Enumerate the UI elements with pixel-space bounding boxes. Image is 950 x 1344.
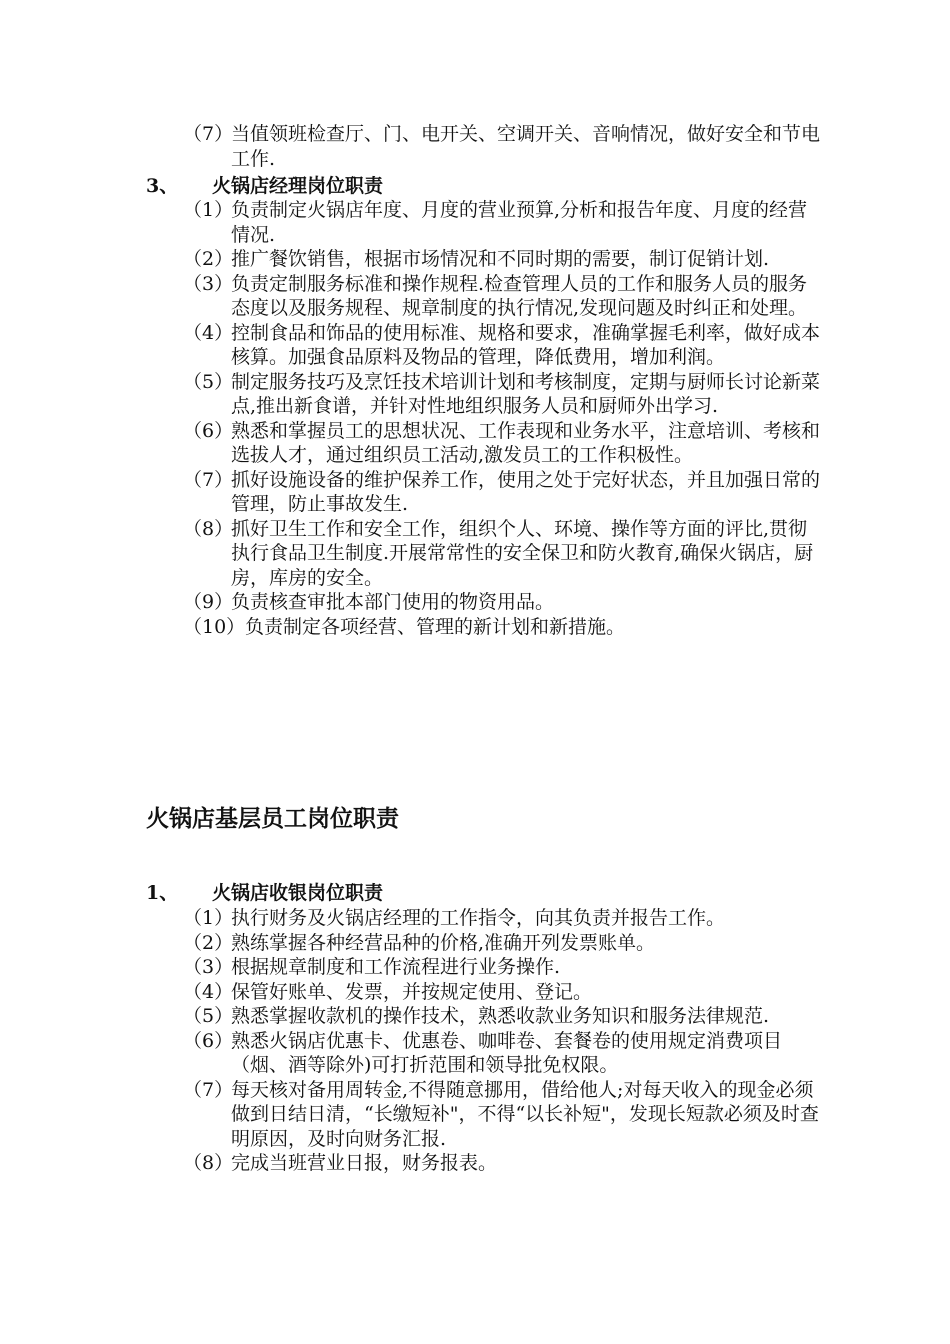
list-item [183, 906, 823, 931]
item-number: （5） [183, 1005, 234, 1027]
item-number: （2） [183, 931, 234, 954]
list-item [183, 370, 823, 419]
item-text: 执行财务及火锅店经理的工作指令，向其负责并报告工作。 [231, 907, 726, 929]
item-text: 保管好账单、发票，并按规定使用、登记。 [231, 980, 593, 1003]
section-title: 火锅店收银岗位职责 [212, 882, 384, 904]
item-number: （7） [183, 1078, 234, 1101]
item-text: 负责制定火锅店年度、月度的营业预算,分析和报告年度、月度的经营情况. [231, 199, 808, 246]
item-text: 抓好设施设备的维护保养工作，使用之处于完好状态，并且加强日常的管理，防止事故发生. [231, 468, 821, 515]
section-number: 1、 [146, 882, 179, 904]
section-heading-3 [146, 174, 383, 198]
item-text: 熟悉火锅店优惠卡、优惠卷、咖啡卷、套餐卷的使用规定消费项目（烟、酒等除外)可打折范围和领导批免权限。 [231, 1029, 783, 1076]
item-number: （4） [183, 321, 234, 344]
list-item [183, 321, 823, 370]
item-text: 负责定制服务标准和操作规程.检查管理人员的工作和服务人员的服务态度以及服务规程、规章制度的执行情况,发现问题及时纠正和处理。 [231, 272, 808, 319]
item-number: （3） [183, 956, 234, 978]
section1-item-list [183, 906, 823, 1176]
item-text: 当值领班检查厅、门、电开关、空调开关、音响情况，做好安全和节电工作. [231, 123, 821, 170]
list-item [183, 1078, 823, 1152]
top-item-list [183, 122, 823, 171]
item-number: （8） [183, 517, 234, 540]
item-number: （5） [183, 370, 234, 393]
list-item [183, 198, 823, 247]
section3-item-list [183, 198, 823, 639]
list-item [183, 931, 823, 956]
item-text: 熟练掌握各种经营品种的价格,准确开列发票账单。 [231, 931, 656, 954]
list-item [183, 468, 823, 517]
item-text: 控制食品和饰品的使用标准、规格和要求，准确掌握毛利率，做好成本核算。加强食品原料及物品的管理，降低费用，增加利润。 [231, 321, 821, 368]
item-text: 每天核对备用周转金,不得随意挪用，借给他人;对每天收入的现金必须做到日结日清，“长缴短补"，不得“以长补短"，发现长短款必须及时查明原因，及时向财务汇报. [231, 1078, 819, 1150]
page-heading: 火锅店基层员工岗位职责 [146, 805, 399, 832]
item-number: （7） [183, 123, 234, 145]
item-number: （8） [183, 1152, 234, 1174]
list-item [183, 419, 823, 468]
item-number: （6） [183, 419, 234, 442]
item-text: 制定服务技巧及烹饪技术培训计划和考核制度，定期与厨师长讨论新菜点,推出新食谱，并针对性地组织服务人员和厨师外出学习. [231, 370, 821, 417]
list-item [183, 1151, 823, 1176]
item-text: 完成当班营业日报，财务报表。 [231, 1152, 498, 1174]
item-text: 推广餐饮销售，根据市场情况和不同时期的需要，制订促销计划. [231, 248, 770, 270]
list-item [183, 615, 823, 640]
list-item [183, 1029, 823, 1078]
item-number: （1） [183, 199, 234, 221]
list-item [183, 247, 823, 272]
item-number: （6） [183, 1029, 234, 1052]
section-heading-1 [146, 881, 383, 905]
item-text: 负责制定各项经营、管理的新计划和新措施。 [245, 615, 626, 638]
section-title: 火锅店经理岗位职责 [212, 175, 384, 197]
item-number: （3） [183, 272, 234, 295]
item-number: （9） [183, 591, 234, 613]
section-number: 3、 [146, 175, 179, 197]
item-text: 根据规章制度和工作流程进行业务操作. [231, 956, 561, 978]
item-text: 熟悉和掌握员工的思想状况、工作表现和业务水平，注意培训、考核和选拔人才，通过组织员工活动,激发员工的工作积极性。 [231, 419, 821, 466]
item-number: （1） [183, 907, 234, 929]
list-item [183, 955, 823, 980]
list-item [183, 122, 823, 171]
item-number: （7） [183, 468, 234, 491]
list-item [183, 517, 823, 591]
list-item [183, 590, 823, 615]
item-number: （4） [183, 980, 234, 1003]
item-number: （10） [183, 615, 246, 638]
list-item [183, 272, 823, 321]
item-text: 抓好卫生工作和安全工作，组织个人、环境、操作等方面的评比,贯彻执行食品卫生制度.开展常常性的安全保卫和防火教育,确保火锅店，厨房，库房的安全。 [231, 517, 814, 589]
item-text: 负责核查审批本部门使用的物资用品。 [231, 591, 555, 613]
item-text: 熟悉掌握收款机的操作技术，熟悉收款业务知识和服务法律规范. [231, 1005, 770, 1027]
list-item [183, 980, 823, 1005]
item-number: （2） [183, 248, 234, 270]
list-item [183, 1004, 823, 1029]
